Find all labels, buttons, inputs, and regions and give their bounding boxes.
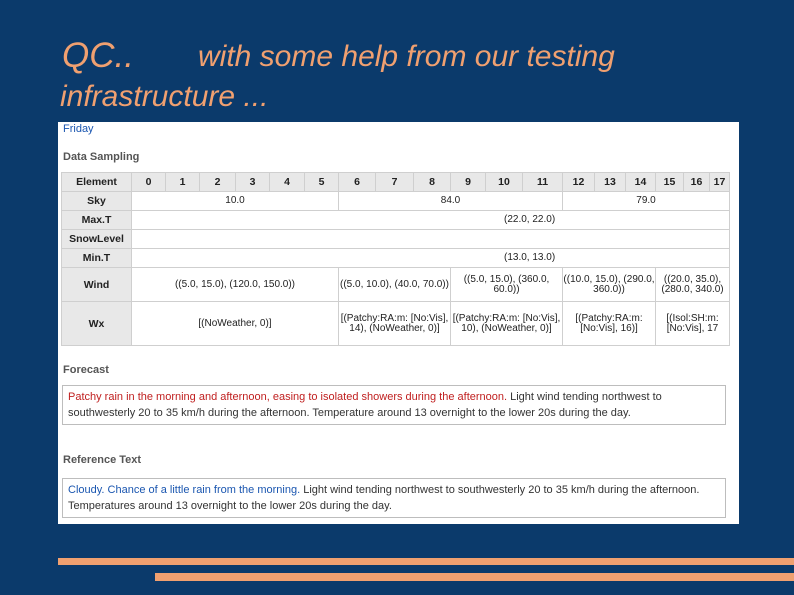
- hour-cell: 16: [684, 173, 710, 192]
- wx-value: [(Patchy:RA:m: [No:Vis], 14), (NoWeather, 0)]: [339, 302, 451, 346]
- accent-bar-bottom: [155, 573, 794, 581]
- hour-cell: 3: [236, 173, 270, 192]
- table-row-mint: [62, 249, 730, 268]
- row-label-wx: Wx: [62, 302, 132, 346]
- wx-value: [(Patchy:RA:m: [No:Vis], 16)]: [563, 302, 656, 346]
- row-label-snowlevel: SnowLevel: [62, 230, 132, 249]
- forecast-text: [62, 385, 726, 425]
- table-header-row: [62, 173, 730, 192]
- wx-value: [(NoWeather, 0)]: [132, 302, 339, 346]
- table-row-maxt: [62, 211, 730, 230]
- table-row-snowlevel: [62, 230, 730, 249]
- maxt-value: (22.0, 22.0): [132, 211, 730, 230]
- sky-value: 84.0: [339, 192, 563, 211]
- hour-cell: 9: [451, 173, 486, 192]
- wx-value: [(Isol:SH:m: [No:Vis], 17: [656, 302, 730, 346]
- hour-cell: 12: [563, 173, 595, 192]
- sky-value: 10.0: [132, 192, 339, 211]
- slide-title-qc: QC..: [62, 36, 134, 75]
- table-row-wind: [62, 268, 730, 302]
- wind-value: ((20.0, 35.0), (280.0, 340.0): [656, 268, 730, 302]
- slide-title-rest: with some help from our testing: [198, 40, 615, 73]
- forecast-heading: Forecast: [63, 364, 109, 376]
- hour-cell: 1: [166, 173, 200, 192]
- hour-cell: 15: [656, 173, 684, 192]
- reference-highlight: Cloudy. Chance of a little rain from the morning.: [68, 484, 301, 496]
- day-heading: Friday: [63, 123, 94, 135]
- hour-cell: 4: [270, 173, 305, 192]
- table-row-sky: [62, 192, 730, 211]
- hour-cell: 11: [523, 173, 563, 192]
- data-sampling-table: [61, 172, 730, 346]
- wind-value: ((10.0, 15.0), (290.0, 360.0)): [563, 268, 656, 302]
- hour-cell: 0: [132, 173, 166, 192]
- hour-cell: 6: [339, 173, 376, 192]
- header-element: Element: [62, 173, 132, 192]
- wind-value: ((5.0, 15.0), (360.0, 60.0)): [451, 268, 563, 302]
- data-sampling-heading: Data Sampling: [63, 151, 140, 163]
- row-label-mint: Min.T: [62, 249, 132, 268]
- row-label-wind: Wind: [62, 268, 132, 302]
- row-label-maxt: Max.T: [62, 211, 132, 230]
- reference-heading: Reference Text: [63, 454, 142, 466]
- hour-cell: 2: [200, 173, 236, 192]
- forecast-highlight: Patchy rain in the morning and afternoon, easing to isolated showers during the afternoon.: [68, 391, 508, 403]
- sky-value: 79.0: [563, 192, 730, 211]
- slide-title-line2: infrastructure ...: [60, 80, 269, 113]
- reference-text: [62, 478, 726, 518]
- wx-value: [(Patchy:RA:m: [No:Vis], 10), (NoWeather, 0)]: [451, 302, 563, 346]
- snowlevel-value: [132, 230, 730, 249]
- reference-rest: Light wind tending northwest to southwesterly 20 to 35 km/h during the afternoon. Temperatures around 13 overnight to the lower 20s during the day.: [68, 484, 700, 512]
- accent-bar-top: [58, 558, 794, 565]
- hour-cell: 14: [626, 173, 656, 192]
- hour-cell: 10: [486, 173, 523, 192]
- wind-value: ((5.0, 10.0), (40.0, 70.0)): [339, 268, 451, 302]
- mint-value: (13.0, 13.0): [132, 249, 730, 268]
- row-label-sky: Sky: [62, 192, 132, 211]
- hour-cell: 8: [414, 173, 451, 192]
- hour-cell: 13: [595, 173, 626, 192]
- table-row-wx: [62, 302, 730, 346]
- hour-cell: 7: [376, 173, 414, 192]
- wind-value: ((5.0, 15.0), (120.0, 150.0)): [132, 268, 339, 302]
- hour-cell: 5: [305, 173, 339, 192]
- embedded-screenshot: [58, 122, 739, 524]
- forecast-rest: Light wind tending northwest to southwesterly 20 to 35 km/h during the afternoon. Temperature around 13 overnight to the lower 20s during the day.: [68, 391, 662, 419]
- hour-cell: 17: [710, 173, 730, 192]
